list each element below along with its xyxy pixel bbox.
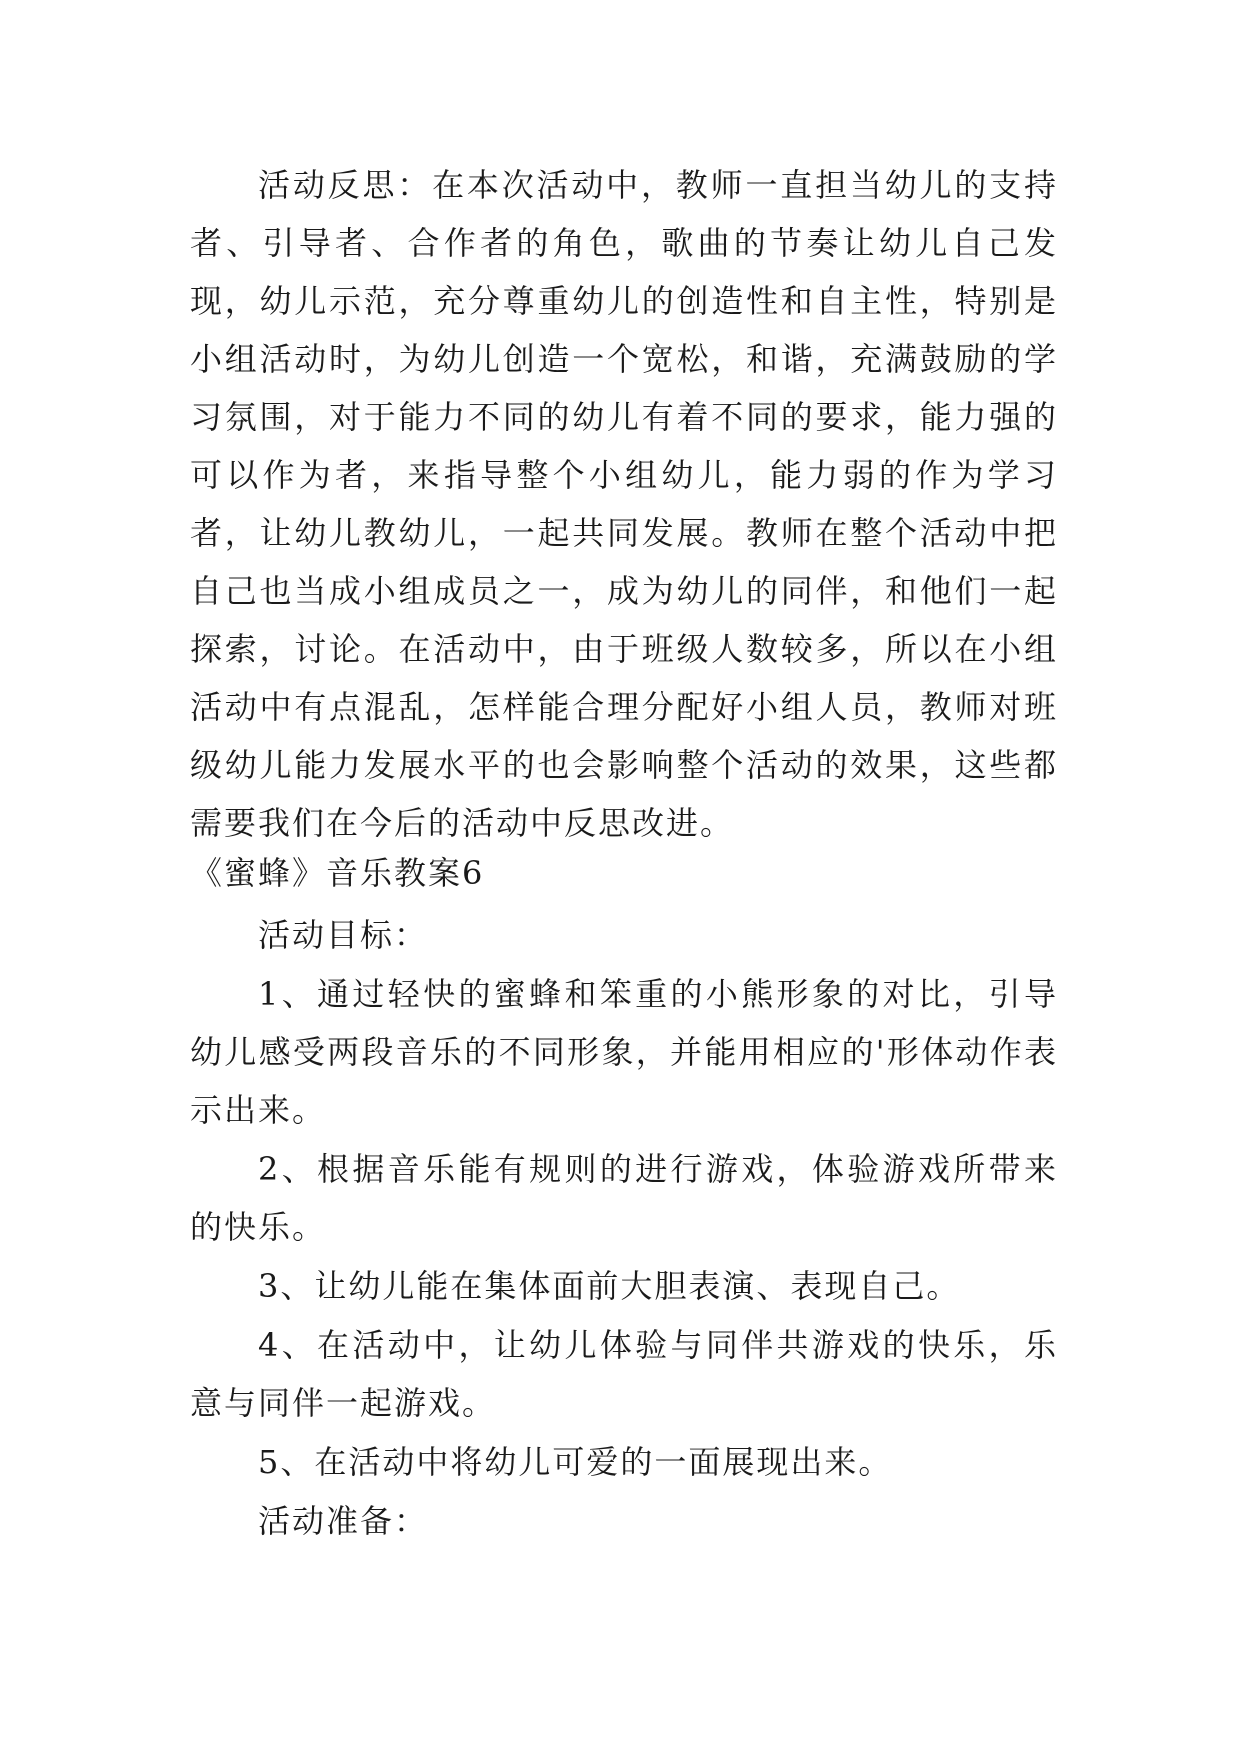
lesson-section (190, 844, 1058, 1551)
document-page (190, 0, 1058, 1754)
goal-item-4: 4、在活动中，让幼儿体验与同伴共游戏的快乐，乐意与同伴一起游戏。 (190, 1326, 1058, 1422)
reflection-paragraph: 活动反思：在本次活动中，教师一直担当幼儿的支持者、引导者、合作者的角色，歌曲的节奏让幼儿自己发现，幼儿示范，充分尊重幼儿的创造性和自主性，特别是小组活动时，为幼儿创造一个宽松，和谐，充满鼓励的学习氛围，对于能力不同的幼儿有着不同的要求，能力强的可以作为者，来指导整个小组幼儿，能力弱的作为学习者，让幼儿教幼儿，一起共同发展。教师在整个活动中把自己也当成小组成员之一，成为幼儿的同伴，和他们一起探索，讨论。在活动中，由于班级人数较多，所以在小组活动中有点混乱，怎样能合理分配好小组人员，教师对班级幼儿能力发展水平的也会影响整个活动的效果，这些都需要我们在今后的活动中反思改进。 (190, 166, 1058, 842)
goal-item-2: 2、根据音乐能有规则的进行游戏，体验游戏所带来的快乐。 (190, 1150, 1058, 1246)
prep-heading: 活动准备： (258, 1502, 429, 1540)
goal-item-1: 1、通过轻快的蜜蜂和笨重的小熊形象的对比，引导幼儿感受两段音乐的不同形象，并能用相应的'形体动作表示出来。 (190, 975, 1058, 1129)
goal-item-5: 5、在活动中将幼儿可爱的一面展现出来。 (258, 1443, 893, 1481)
goals-heading: 活动目标： (258, 916, 429, 954)
reflection-section (190, 156, 1058, 852)
lesson-title: 《蜜蜂》音乐教案6 (190, 854, 485, 892)
goal-item-3: 3、让幼儿能在集体面前大胆表演、表现自己。 (258, 1267, 961, 1305)
